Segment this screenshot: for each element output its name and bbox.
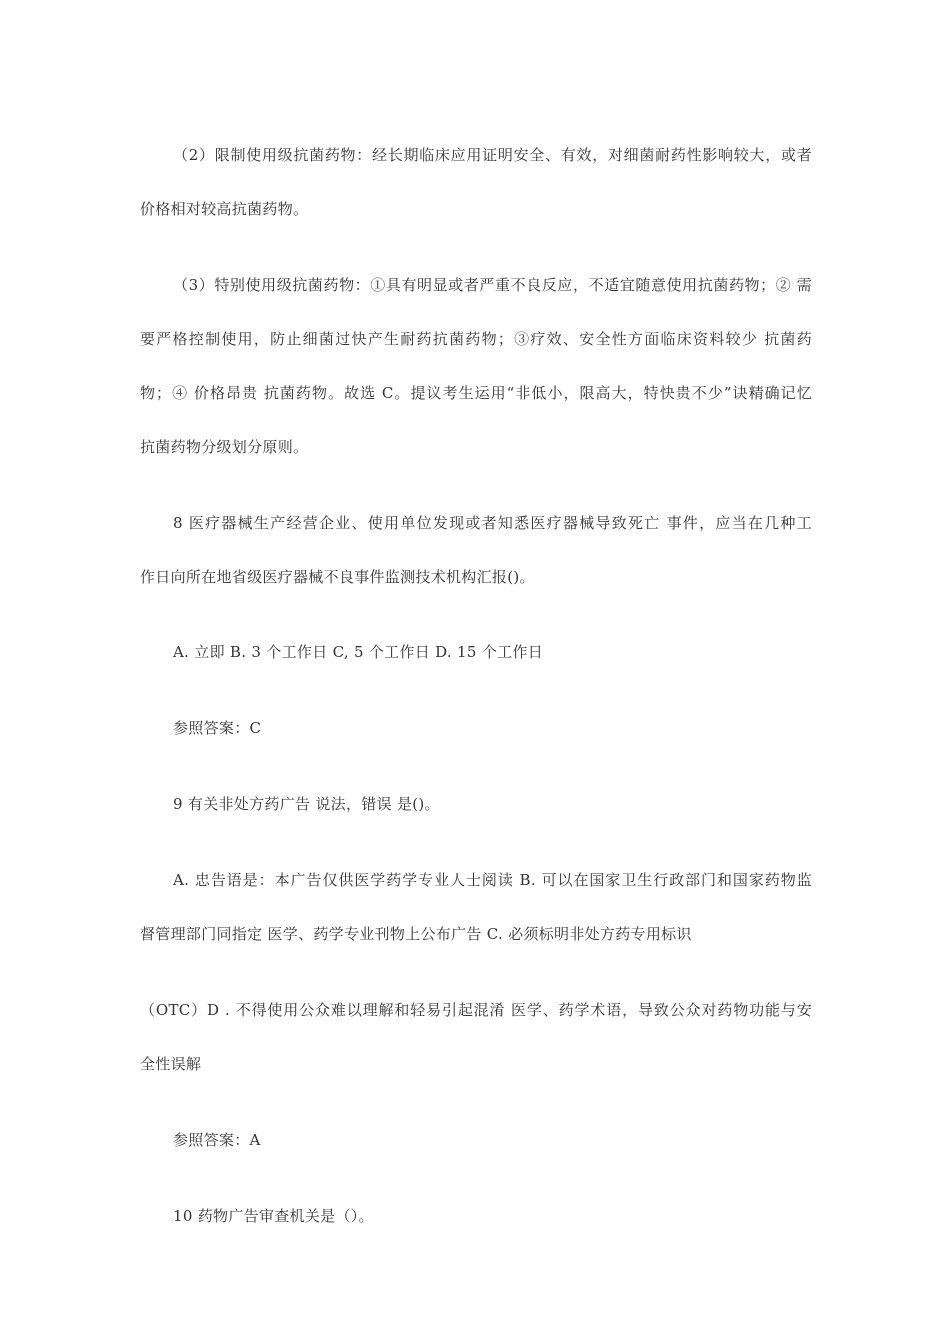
paragraph-special-line-1: （3）特别使用级抗菌药物：①具有明显或者严重不良反应，不适宜随意使用抗菌药物；② 需 [173, 276, 812, 294]
paragraph-restricted-line-1: （2）限制使用级抗菌药物：经长期临床应用证明安全、有效，对细菌耐药性影响较大，或者 [173, 146, 812, 164]
question-8-line-1: 8 医疗器械生产经营企业、使用单位发现或者知悉医疗器械导致死亡 事件，应当在几种工 [173, 514, 812, 532]
question-9-options-line-1: A. 忠告语是：本广告仅供医学药学专业人士阅读 B. 可以在国家卫生行政部门和国家药物监 [173, 871, 812, 889]
question-9-answer: 参照答案：A [173, 1131, 261, 1149]
question-10: 10 药物广告审查机关是（）。 [173, 1207, 374, 1225]
paragraph-special-line-2: 要严格控制使用，防止细菌过快产生耐药抗菌药物；③疗效、安全性方面临床资料较少 抗菌药 [140, 330, 812, 348]
question-8-options: A. 立即 B. 3 个工作日 C, 5 个工作日 D. 15 个工作日 [173, 643, 544, 661]
question-9-options-line-3: （OTC）D . 不得使用公众难以理解和轻易引起混淆 医学、药学术语，导致公众对药物功能与安 [140, 1001, 812, 1019]
question-9: 9 有关非处方药广告 说法，错误 是()。 [173, 795, 440, 813]
question-9-options-line-2: 督管理部门同指定 医学、药学专业刊物上公布广告 C. 必须标明非处方药专用标识 [140, 925, 692, 943]
paragraph-restricted-line-2: 价格相对较高抗菌药物。 [140, 200, 309, 218]
question-8-answer: 参照答案：C [173, 719, 262, 737]
question-8-line-2: 作日向所在地省级医疗器械不良事件监测技术机构汇报()。 [140, 568, 535, 586]
paragraph-special-line-3: 物；④ 价格昂贵 抗菌药物。故选 C。提议考生运用“非低小，限高大，特快贵不少”诀精确记忆 [140, 384, 812, 402]
question-9-options-line-4: 全性误解 [140, 1055, 202, 1073]
paragraph-special-line-4: 抗菌药物分级划分原则。 [140, 438, 309, 456]
